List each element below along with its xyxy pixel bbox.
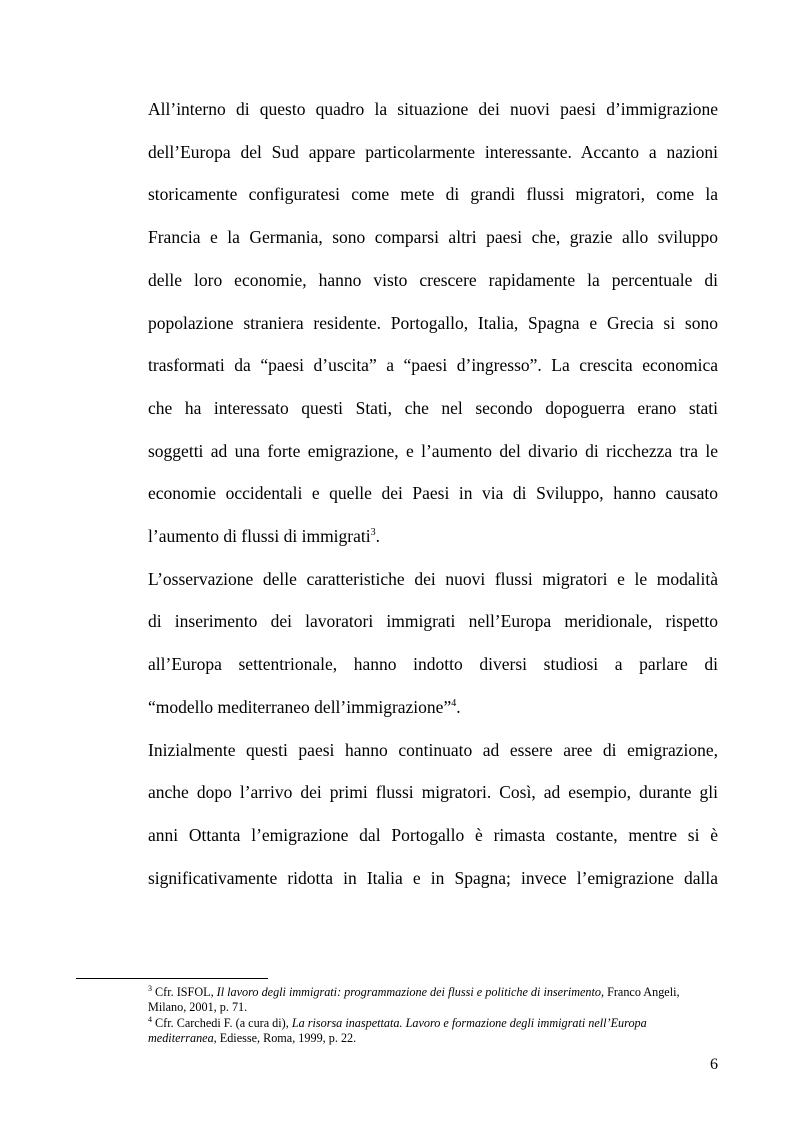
trailing-punctuation: . (456, 696, 461, 717)
text-line-last (148, 515, 718, 558)
footnote-rest: Franco Angeli, Milano, 2001, p. 71. (148, 985, 698, 1015)
text-line: delle loro economie, hanno visto crescere rapidamente la percentuale di (148, 269, 718, 290)
paragraph-2 (148, 558, 718, 729)
footnote-3 (148, 985, 718, 1016)
text-line-content: l’aumento di flussi di immigrati (148, 526, 371, 547)
footnote-rest: Ediesse, Roma, 1999, p. 22. (216, 1030, 357, 1045)
text-line: popolazione straniera residente. Portogallo, Italia, Spagna e Grecia si sono (148, 312, 718, 333)
text-line: Francia e la Germania, sono comparsi altri paesi che, grazie allo sviluppo (148, 227, 718, 248)
text-line: di inserimento dei lavoratori immigrati nell’Europa meridionale, rispetto (148, 611, 718, 632)
text-line-content: “modello mediterraneo dell’immigrazione” (148, 696, 452, 717)
text-line: trasformati da “paesi d’uscita” a “paesi d’ingresso”. La crescita economica (148, 355, 718, 376)
footnote-separator (76, 978, 268, 979)
text-line: dell’Europa del Sud appare particolarmente interessante. Accanto a nazioni (148, 141, 718, 162)
page-number: 6 (710, 1056, 718, 1073)
text-line: Inizialmente questi paesi hanno continuato ad essere aree di emigrazione, (148, 739, 718, 760)
text-line: che ha interessato questi Stati, che nel secondo dopoguerra erano stati (148, 397, 718, 418)
trailing-punctuation: . (375, 526, 380, 547)
footnote-title: Il lavoro degli immigrati: programmazione dei flussi e politiche di inserimento, (216, 985, 605, 999)
text-line: soggetti ad una forte emigrazione, e l’aumento del divario di ricchezza tra le (148, 440, 718, 461)
text-line: economie occidentali e quelle dei Paesi in via di Sviluppo, hanno causato (148, 483, 718, 504)
footnote-number: 4 (148, 1014, 152, 1024)
body-text (148, 88, 718, 899)
footnote-prefix: Cfr. ISFOL, (155, 985, 217, 999)
paragraph-3 (148, 729, 718, 900)
footnote-ref-4[interactable]: 4 (451, 698, 457, 710)
footnote-title: La risorsa inaspettata. Lavoro e formazione degli immigrati nell’Europa mediterranea, (148, 1015, 647, 1045)
text-line-last (148, 686, 718, 729)
text-line: storicamente configuratesi come mete di grandi flussi migratori, come la (148, 184, 718, 205)
footnotes (148, 985, 718, 1046)
text-line: significativamente ridotta in Italia e in Spagna; invece l’emigrazione dalla (148, 867, 718, 888)
text-line: anche dopo l’arrivo dei primi flussi migratori. Così, ad esempio, durante gli (148, 782, 718, 803)
footnote-ref-3[interactable]: 3 (370, 527, 376, 539)
paragraph-1 (148, 88, 718, 558)
text-line: anni Ottanta l’emigrazione dal Portogallo è rimasta costante, mentre si è (148, 824, 718, 845)
text-line: All’interno di questo quadro la situazione dei nuovi paesi d’immigrazione (148, 99, 718, 119)
footnote-prefix: Cfr. Carchedi F. (a cura di), (155, 1015, 292, 1030)
footnote-4 (148, 1016, 718, 1047)
footnote-number: 3 (148, 983, 152, 993)
text-line: L’osservazione delle caratteristiche dei nuovi flussi migratori e le modalità (148, 568, 718, 589)
text-line: all’Europa settentrionale, hanno indotto diversi studiosi a parlare di (148, 654, 718, 675)
